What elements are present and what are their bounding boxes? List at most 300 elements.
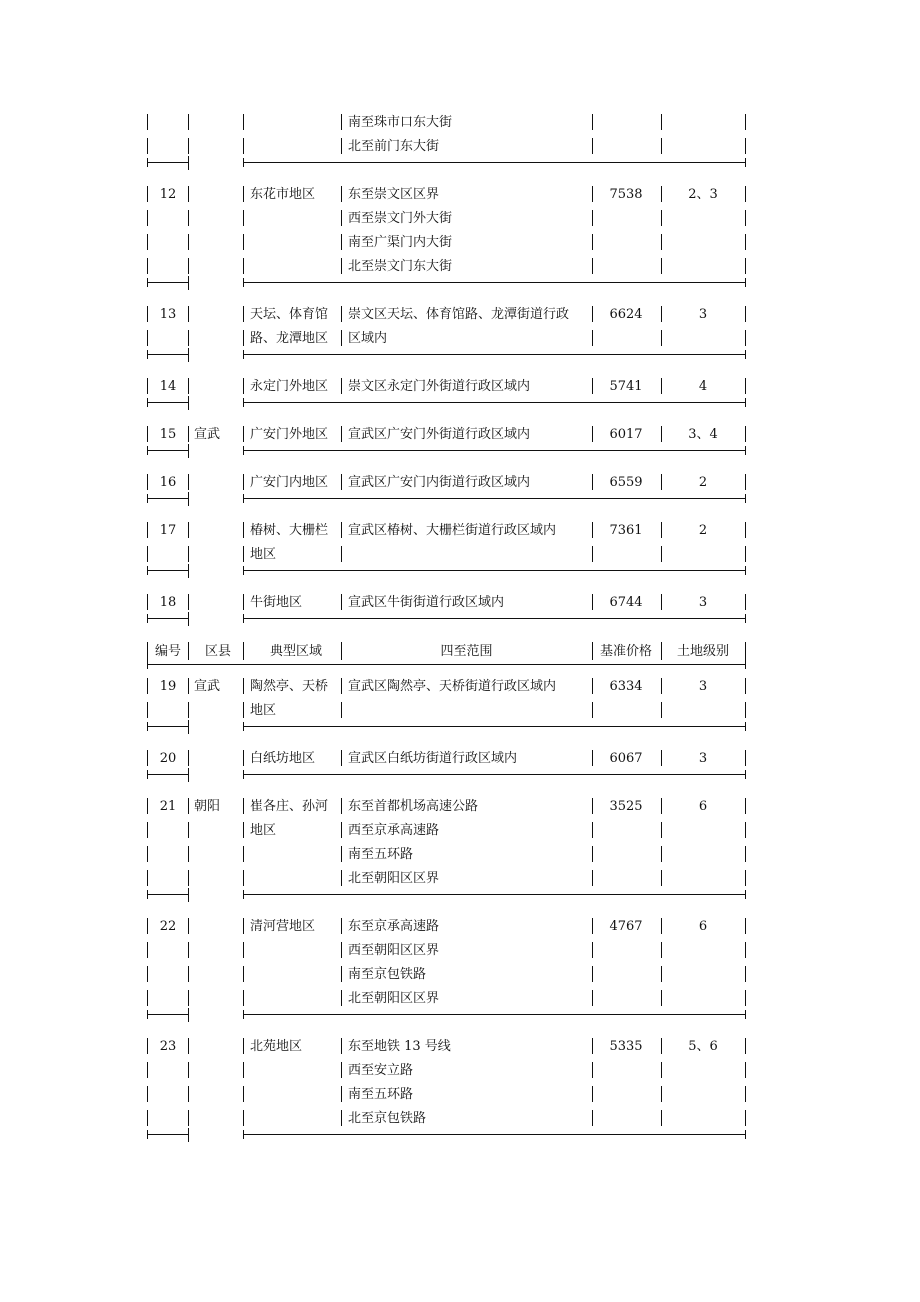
cell-price: 4767 [609,919,643,934]
column-rule [243,426,244,442]
divider-tick [188,158,189,167]
cell-no: 13 [159,307,177,322]
column-rule [147,942,148,958]
column-rule [661,990,662,1006]
divider-tick [147,278,148,287]
column-rule [147,114,148,130]
column-rule [243,942,244,958]
cell-price: 6067 [609,751,643,766]
column-rule [147,330,148,346]
column-rule [243,1038,244,1054]
cell-area: 路、龙潭地区 [250,331,329,346]
divider-tick [243,890,244,899]
column-rule [341,522,342,538]
divider-tick [188,446,189,455]
cell-area: 天坛、体育馆 [250,307,329,322]
cell-area: 东花市地区 [250,187,316,202]
column-rule [745,138,746,154]
column-rule [243,750,244,766]
cell-range: 南至广渠门内大街 [348,235,453,250]
column-rule [592,210,593,226]
column-rule [147,822,148,838]
column-rule [243,1110,244,1126]
cell-area: 清河营地区 [250,919,316,934]
cell-range: 宣武区白纸坊街道行政区域内 [348,751,518,766]
column-rule [243,306,244,322]
column-rule [188,234,189,250]
column-rule [188,918,189,934]
cell-range: 北至崇文门东大街 [348,259,453,274]
row-divider [147,354,188,355]
column-rule [745,678,746,694]
column-rule [243,330,244,346]
column-rule [745,1038,746,1054]
row-divider [243,282,745,283]
cell-grade: 4 [698,379,708,394]
column-rule [341,702,342,718]
column-rule [188,846,189,862]
column-rule [341,750,342,766]
column-rule [188,546,189,562]
column-rule [341,990,342,1006]
column-rule [188,942,189,958]
cell-price: 5741 [609,379,643,394]
column-rule [661,330,662,346]
column-rule [243,186,244,202]
row-divider [147,1014,188,1015]
column-rule [661,1086,662,1102]
column-rule [745,546,746,562]
cell-range: 区域内 [348,331,388,346]
divider-tick [243,770,244,779]
column-rule [188,1086,189,1102]
column-rule [243,642,244,660]
column-rule [341,642,342,660]
column-rule [341,330,342,346]
cell-no: 21 [159,799,177,814]
cell-area: 北苑地区 [250,1039,303,1054]
column-rule [341,1086,342,1102]
row-divider [243,894,745,895]
column-rule [243,138,244,154]
cell-area: 地区 [250,703,277,718]
cell-area: 陶然亭、天桥 [250,679,329,694]
cell-range: 崇文区天坛、体育馆路、龙潭街道行政 [348,307,570,322]
cell-price: 6017 [609,427,643,442]
column-rule [188,330,189,346]
column-rule [188,594,189,610]
column-rule [341,114,342,130]
divider-tick [147,494,148,503]
column-rule [592,1110,593,1126]
column-rule [592,822,593,838]
divider-tick [243,614,244,623]
divider-tick [745,566,746,575]
column-rule [341,966,342,982]
row-divider [147,1134,188,1135]
divider-tick [745,660,746,669]
column-rule [188,990,189,1006]
column-rule [745,306,746,322]
cell-range: 西至京承高速路 [348,823,440,838]
column-rule [745,186,746,202]
column-rule [188,966,189,982]
column-rule [745,870,746,886]
column-rule [243,1062,244,1078]
header-no: 编号 [154,644,181,659]
column-rule [188,306,189,322]
cell-area: 广安门外地区 [250,427,329,442]
cell-area: 牛街地区 [250,595,303,610]
column-rule [592,870,593,886]
cell-range: 南至京包铁路 [348,967,427,982]
divider-tick [147,1010,148,1019]
column-rule [341,822,342,838]
row-divider [147,570,188,571]
cell-no: 23 [159,1039,177,1054]
cell-range: 西至崇文门外大街 [348,211,453,226]
cell-range: 北至朝阳区区界 [348,991,440,1006]
column-rule [592,114,593,130]
cell-range: 北至京包铁路 [348,1111,427,1126]
cell-no: 17 [159,523,177,538]
column-rule [188,258,189,274]
column-rule [147,1062,148,1078]
cell-area: 椿树、大栅栏 [250,523,329,538]
column-rule [661,210,662,226]
column-rule [341,234,342,250]
row-divider [243,726,745,727]
row-divider [147,450,188,451]
row-divider [243,162,745,163]
row-divider [147,774,188,775]
cell-range: 宣武区陶然亭、天桥街道行政区域内 [348,679,557,694]
cell-price: 6744 [609,595,643,610]
column-rule [147,210,148,226]
divider-tick [188,770,189,779]
divider-tick [147,158,148,167]
column-rule [243,702,244,718]
cell-range: 宣武区广安门外街道行政区域内 [348,427,531,442]
column-rule [745,522,746,538]
cell-range: 南至五环路 [348,847,414,862]
cell-grade: 6 [698,799,708,814]
row-divider [147,894,188,895]
divider-tick [243,350,244,359]
column-rule [188,378,189,394]
column-rule [147,966,148,982]
column-rule [341,474,342,490]
divider-tick [745,770,746,779]
column-rule [243,378,244,394]
divider-tick [745,446,746,455]
column-rule [188,678,189,694]
divider-tick [188,722,189,731]
cell-range: 北至朝阳区区界 [348,871,440,886]
column-rule [243,870,244,886]
column-rule [745,114,746,130]
column-rule [661,702,662,718]
column-rule [745,1110,746,1126]
cell-range: 崇文区永定门外街道行政区域内 [348,379,531,394]
divider-tick [147,770,148,779]
column-rule [592,942,593,958]
column-rule [243,822,244,838]
cell-no: 19 [159,679,177,694]
column-rule [592,138,593,154]
cell-area: 广安门内地区 [250,475,329,490]
cell-no: 20 [159,751,177,766]
column-rule [243,258,244,274]
column-rule [592,234,593,250]
column-rule [745,330,746,346]
divider-tick [745,1130,746,1139]
column-rule [745,642,746,660]
column-rule [661,966,662,982]
column-rule [745,702,746,718]
cell-no: 16 [159,475,177,490]
column-rule [243,990,244,1006]
cell-range: 西至朝阳区区界 [348,943,440,958]
divider-tick [188,614,189,623]
column-rule [341,870,342,886]
column-rule [341,1062,342,1078]
column-rule [188,702,189,718]
divider-tick [147,398,148,407]
column-rule [188,1062,189,1078]
header-district: 区县 [204,644,231,659]
row-divider [147,664,745,665]
row-divider [243,354,745,355]
row-divider [147,282,188,283]
cell-grade: 2、3 [688,187,718,202]
column-rule [147,546,148,562]
column-rule [745,966,746,982]
column-rule [243,210,244,226]
divider-tick [147,722,148,731]
row-divider [243,618,745,619]
column-rule [341,138,342,154]
column-rule [745,474,746,490]
divider-tick [147,446,148,455]
column-rule [341,678,342,694]
cell-grade: 2 [698,523,708,538]
column-rule [745,798,746,814]
cell-price: 6624 [609,307,643,322]
column-rule [745,426,746,442]
column-rule [243,1086,244,1102]
divider-tick [147,566,148,575]
column-rule [243,522,244,538]
row-divider [147,402,188,403]
divider-tick [188,1010,189,1019]
column-rule [188,870,189,886]
cell-range: 东至地铁 13 号线 [348,1039,451,1054]
cell-area: 崔各庄、孙河 [250,799,329,814]
column-rule [341,594,342,610]
column-rule [243,846,244,862]
column-rule [243,234,244,250]
column-rule [592,1062,593,1078]
cell-price: 7361 [609,523,643,538]
column-rule [243,918,244,934]
cell-district: 朝阳 [194,799,221,814]
cell-area: 白纸坊地区 [250,751,316,766]
divider-tick [188,566,189,575]
column-rule [188,822,189,838]
cell-no: 12 [159,187,177,202]
column-rule [147,1086,148,1102]
column-rule [243,114,244,130]
column-rule [661,1110,662,1126]
divider-tick [243,278,244,287]
cell-price: 6334 [609,679,643,694]
cell-price: 3525 [609,799,643,814]
cell-grade: 3 [698,307,708,322]
column-rule [745,1062,746,1078]
cell-range: 东至崇文区区界 [348,187,440,202]
divider-tick [188,398,189,407]
column-rule [341,258,342,274]
cell-no: 15 [159,427,177,442]
divider-tick [745,158,746,167]
cell-grade: 2 [698,475,708,490]
divider-tick [243,1130,244,1139]
column-rule [745,258,746,274]
column-rule [661,822,662,838]
row-divider [147,498,188,499]
column-rule [147,846,148,862]
column-rule [661,138,662,154]
column-rule [341,426,342,442]
column-rule [341,210,342,226]
column-rule [243,966,244,982]
divider-tick [745,722,746,731]
column-rule [147,138,148,154]
cell-range: 宣武区椿树、大栅栏街道行政区域内 [348,523,557,538]
divider-tick [243,158,244,167]
row-divider [147,726,188,727]
divider-tick [147,890,148,899]
cell-range: 东至京承高速路 [348,919,440,934]
column-rule [592,846,593,862]
column-rule [661,642,662,660]
column-rule [661,942,662,958]
column-rule [661,846,662,862]
divider-tick [188,278,189,287]
cell-area: 地区 [250,547,277,562]
column-rule [147,258,148,274]
cell-grade: 6 [698,919,708,934]
divider-tick [147,614,148,623]
cell-no: 22 [159,919,177,934]
column-rule [341,918,342,934]
column-rule [147,990,148,1006]
divider-tick [243,1010,244,1019]
cell-district: 宣武 [194,679,221,694]
column-rule [745,990,746,1006]
divider-tick [745,890,746,899]
column-rule [243,546,244,562]
divider-tick [745,614,746,623]
header-price: 基准价格 [599,644,652,659]
divider-tick [745,1010,746,1019]
column-rule [188,798,189,814]
column-rule [661,546,662,562]
divider-tick [243,494,244,503]
column-rule [661,1062,662,1078]
column-rule [188,138,189,154]
column-rule [243,474,244,490]
column-rule [188,114,189,130]
divider-tick [745,350,746,359]
column-rule [341,186,342,202]
cell-area: 永定门外地区 [250,379,329,394]
column-rule [341,1038,342,1054]
column-rule [188,186,189,202]
divider-tick [188,494,189,503]
row-divider [147,618,188,619]
column-rule [661,234,662,250]
column-rule [661,870,662,886]
column-rule [188,426,189,442]
column-rule [745,846,746,862]
column-rule [147,234,148,250]
column-rule [745,378,746,394]
column-rule [661,114,662,130]
column-rule [147,1110,148,1126]
divider-tick [243,722,244,731]
column-rule [661,258,662,274]
divider-tick [188,1130,189,1139]
column-rule [188,750,189,766]
column-rule [188,474,189,490]
column-rule [592,966,593,982]
header-area: 典型区域 [269,644,322,659]
column-rule [592,702,593,718]
cell-grade: 3 [698,595,708,610]
header-range: 四至范围 [440,644,493,659]
column-rule [341,546,342,562]
column-rule [592,546,593,562]
column-rule [745,918,746,934]
divider-tick [147,350,148,359]
cell-range: 北至前门东大街 [348,139,440,154]
row-divider [147,162,188,163]
column-rule [341,1110,342,1126]
cell-no: 18 [159,595,177,610]
column-rule [592,990,593,1006]
cell-grade: 5、6 [688,1039,718,1054]
cell-area: 地区 [250,823,277,838]
header-grade: 土地级别 [676,644,729,659]
cell-no: 14 [159,379,177,394]
divider-tick [745,494,746,503]
cell-price: 5335 [609,1039,643,1054]
cell-range: 东至首都机场高速公路 [348,799,479,814]
divider-tick [188,350,189,359]
row-divider [243,1134,745,1135]
cell-grade: 3、4 [688,427,718,442]
column-rule [147,870,148,886]
row-divider [243,774,745,775]
column-rule [592,1086,593,1102]
column-rule [147,642,148,660]
divider-tick [745,278,746,287]
column-rule [341,798,342,814]
column-rule [592,258,593,274]
cell-range: 西至安立路 [348,1063,414,1078]
